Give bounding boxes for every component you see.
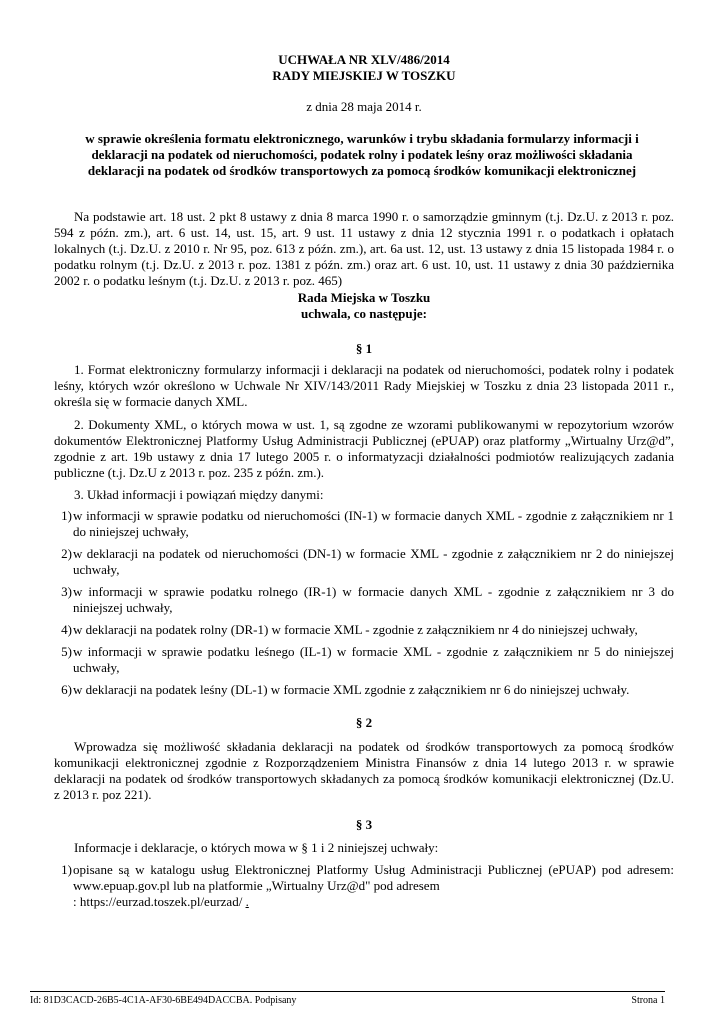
list-item-number: 2): [61, 546, 72, 561]
section-1-paragraph-1: 1. Format elektroniczny formularzy informacji i deklaracji na podatek od nieruchomości, podatek rolny i podatek leśny, których wzór określono w Uchwale Nr XIV/143/2011 Rady Miejskiej w Toszku z dnia 23 listopada 2011 r., określa się w formacie danych XML.: [54, 362, 674, 409]
document-id: Id: 81D3CACD-26B5-4C1A-AF30-6BE494DACCBA. Podpisany: [30, 995, 297, 1006]
list-item-number: 1): [61, 862, 72, 877]
list-item-text: w deklaracji na podatek leśny (DL-1) w formacie XML zgodnie z załącznikiem nr 6 do niniejszej uchwały.: [73, 682, 630, 697]
page-number: Strona 1: [631, 995, 665, 1006]
list-item: [54, 546, 674, 578]
section-2-heading: § 2: [355, 715, 373, 730]
list-item-number: 1): [61, 508, 72, 523]
eurzad-link[interactable]: : https://eurzad.toszek.pl/eurzad/: [73, 894, 246, 909]
council-resolves: [54, 290, 674, 322]
list-item-text: w deklaracji na podatek rolny (DR-1) w formacie XML - zgodnie z załącznikiem nr 4 do niniejszej uchwały,: [73, 622, 638, 637]
resolution-date: z dnia 28 maja 2014 r.: [306, 99, 422, 114]
resolution-title: [54, 52, 674, 84]
title-line-1: UCHWAŁA NR XLV/486/2014: [278, 52, 450, 67]
list-item: [54, 682, 674, 698]
list-item-text: w informacji w sprawie podatku leśnego (IL-1) w formacie XML - zgodnie z załącznikiem nr 5 do niniejszej uchwały,: [73, 644, 674, 675]
list-item: [54, 584, 674, 616]
list-item-number: 6): [61, 682, 72, 697]
list-item-text: w deklaracji na podatek od nieruchomości (DN-1) w formacie XML - zgodnie z załącznikiem nr 2 do niniejszej uchwały,: [73, 546, 674, 577]
resolution-subject: w sprawie określenia formatu elektronicznego, warunków i trybu składania formularzy informacji i deklaracji na podatek od nieruchomości, podatek rolny i podatek leśny oraz możliwości składania deklaracji na podatek od środków transportowych za pomocą środków komunikacji elektronicznej: [85, 131, 639, 178]
list-item: [54, 508, 674, 540]
list-item-text: [73, 862, 674, 910]
title-line-2: RADY MIEJSKIEJ W TOSZKU: [272, 68, 456, 83]
list-item-text: w informacji w sprawie podatku rolnego (IR-1) w formacie danych XML - zgodnie z załącznikiem nr 3 do niniejszej uchwały,: [73, 584, 674, 615]
resolves-phrase: uchwala, co następuje:: [300, 306, 428, 321]
list-item: [54, 862, 674, 910]
list-item-line-1: opisane są w katalogu usług Elektronicznej Platformy Usług Administracji Publicznej (ePUAP) pod adresem: www.epuap.gov.pl lub na platformie „Wirtualny Urz@d" pod adresem: [73, 862, 674, 893]
list-item-number: 4): [61, 622, 72, 637]
list-item-number: 3): [61, 584, 72, 599]
list-item-number: 5): [61, 644, 72, 659]
list-item: [54, 644, 674, 676]
section-3-heading: § 3: [355, 817, 373, 832]
section-1-paragraph-3: 3. Układ informacji i powiązań między danymi:: [74, 487, 324, 502]
preamble: Na podstawie art. 18 ust. 2 pkt 8 ustawy z dnia 8 marca 1990 r. o samorządzie gminnym (t.j. Dz.U. z 2013 r. poz. 594 z późn. zm.), art. 6 ust. 14, ust. 15, art. 9 ust. 11 ustawy z dnia 12 stycznia 1991 r. o podatkach i opłatach lokalnych (t.j. Dz.U. z 2010 r. Nr 95, poz. 613 z późn. zm.), art. 6a ust. 12, ust. 13 ustawy z dnia 15 listopada 1984 r. o podatku rolnym (t.j. Dz.U. z 2013 r. poz. 1381 z późn. zm.) oraz art. 6 ust. 10, ust. 11 ustawy z dnia 30 października 2002 r. o podatku leśnym (t.j. Dz.U. z 2013 r. poz. 465): [54, 209, 674, 288]
footer-divider: [30, 991, 665, 992]
section-2-paragraph: Wprowadza się możliwość składania deklaracji na podatek od środków transportowych za pomocą środków komunikacji elektronicznej zgodnie z Rozporządzeniem Ministra Finansów z dnia 14 lutego 2013 r. w sprawie deklaracji na podatek od środków transportowych składanych za pomocą środków komunikacji elektronicznej (Dz.U. z 2013 r. poz 221).: [54, 739, 674, 802]
section-1-heading: § 1: [355, 341, 373, 356]
list-item-text: w informacji w sprawie podatku od nieruchomości (IN-1) w formacie danych XML - zgodnie z załącznikiem nr 1 do niniejszej uchwały,: [73, 508, 674, 539]
list-item: [54, 622, 674, 638]
list-item-line-2: [73, 894, 674, 910]
council-name: Rada Miejska w Toszku: [297, 290, 431, 305]
list-item-tail: .: [245, 894, 249, 909]
section-1-paragraph-2: 2. Dokumenty XML, o których mowa w ust. 1, są zgodne ze wzorami publikowanymi w repozytorium wzorów dokumentów Elektronicznej Platformy Usług Administracji Publicznej (ePUAP) oraz platformy „Wirtualny Urz@d”, zgodnie z art. 19b ustawy z dnia 17 lutego 2005 r. o informatyzacji działalności podmiotów realizujących zadania publiczne (t.j. Dz.U z 2013 r. poz. 235 z późn. zm.).: [54, 417, 674, 480]
section-3-paragraph: Informacje i deklaracje, o których mowa w § 1 i 2 niniejszej uchwały:: [74, 840, 439, 855]
